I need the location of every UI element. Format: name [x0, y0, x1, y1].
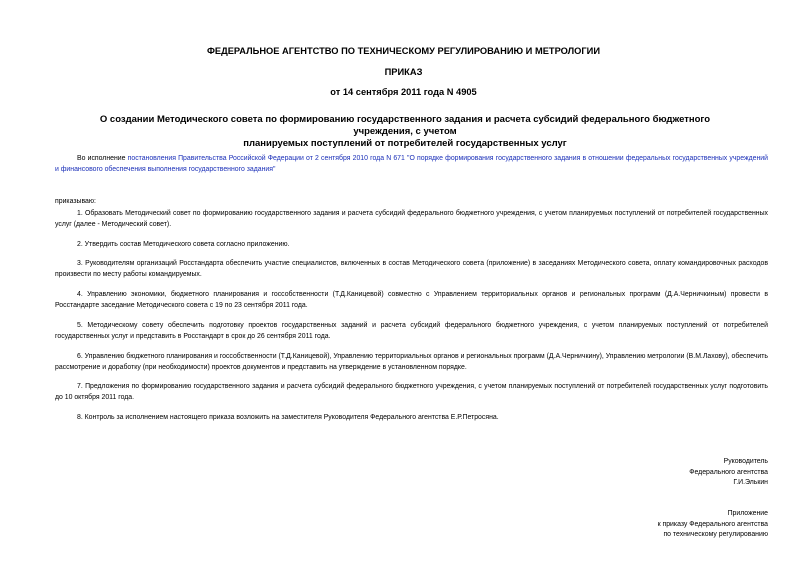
- item-7: 7. Предложения по формированию государственного задания и расчета субсидий федерального бюджетного учреждения, с учетом планируемых поступлений от потребителей государственных услуг подготовить до 10 октября 2011 года.: [55, 383, 768, 401]
- appendix-ref-cont: по техническому регулированию: [663, 531, 768, 538]
- doc-type: ПРИКАЗ: [384, 67, 423, 77]
- appendix-title: Приложение: [727, 510, 768, 517]
- subject-line-1: О создании Методического совета по формированию государственного задания и расчета субсидий федерального бюджетного учреждения, с учетом: [99, 114, 711, 137]
- subject-line-2: планируемых поступлений от потребителей государственных услуг: [243, 138, 567, 149]
- signature-name: Г.И.Элькин: [733, 479, 768, 486]
- item-5: 5. Методическому совету обеспечить подготовку проектов государственных заданий и расчета субсидий федерального бюджетного учреждения, с учетом планируемых поступлений от потребителей государственных услуг и представить в Росстандарт в срок до 26 сентября 2011 года.: [55, 322, 768, 340]
- decree-link[interactable]: постановления Правительства Российской Федерации от 2 сентября 2010 года N 671 "О порядке формирования государственного задания в отношении федеральных государственных учреждений и финансового обеспечения выполнения государственного задания": [55, 155, 768, 173]
- item-8: 8. Контроль за исполнением настоящего приказа возложить на заместителя Руководителя Федерального агентства Е.Р.Петросяна.: [77, 414, 499, 421]
- signature-position: Руководитель: [723, 458, 768, 465]
- preamble: [55, 154, 768, 175]
- item-3: 3. Руководителям организаций Росстандарта обеспечить участие специалистов, включенных в состав Методического совета (приложение) в заседаниях Методического совета, оплату командировочных расходов произвести по месту работы командируемых.: [55, 260, 768, 278]
- item-1: 1. Образовать Методический совет по формированию государственного задания и расчета субсидий федерального бюджетного учреждения, с учетом планируемых поступлений от потребителей государственных услуг (далее - Методический совет).: [55, 210, 768, 228]
- doc-subject: [95, 114, 715, 150]
- signature-block: [508, 457, 768, 489]
- appendix-block: [508, 509, 768, 541]
- item-2: 2. Утвердить состав Методического совета согласно приложению.: [77, 241, 290, 248]
- preamble-prefix: Во исполнение: [77, 155, 126, 162]
- order-word: приказываю:: [55, 198, 96, 205]
- date-number: от 14 сентября 2011 года N 4905: [330, 87, 477, 97]
- agency-title: ФЕДЕРАЛЬНОЕ АГЕНТСТВО ПО ТЕХНИЧЕСКОМУ РЕГУЛИРОВАНИЮ И МЕТРОЛОГИИ: [206, 46, 601, 56]
- signature-agency: Федерального агентства: [689, 468, 768, 476]
- item-6: 6. Управлению бюджетного планирования и госсобственности (Т.Д.Каницевой), Управлению территориальных органов и региональных программ (Д.А.Черничкину), Управлению метрологии (В.М.Лахову), обеспечить рассмотрение и доработку (при необходимости) проектов документов и представить на утверждение в установленном порядке.: [55, 353, 768, 371]
- item-4: 4. Управлению экономики, бюджетного планирования и госсобственности (Т.Д.Каницевой) совместно с Управлением территориальных органов и региональных программ (Д.А.Черничкиным) провести в Росстандарте заседание Методического совета с 19 по 23 сентября 2011 года.: [55, 291, 768, 309]
- appendix-ref: к приказу Федерального агентства: [657, 520, 768, 528]
